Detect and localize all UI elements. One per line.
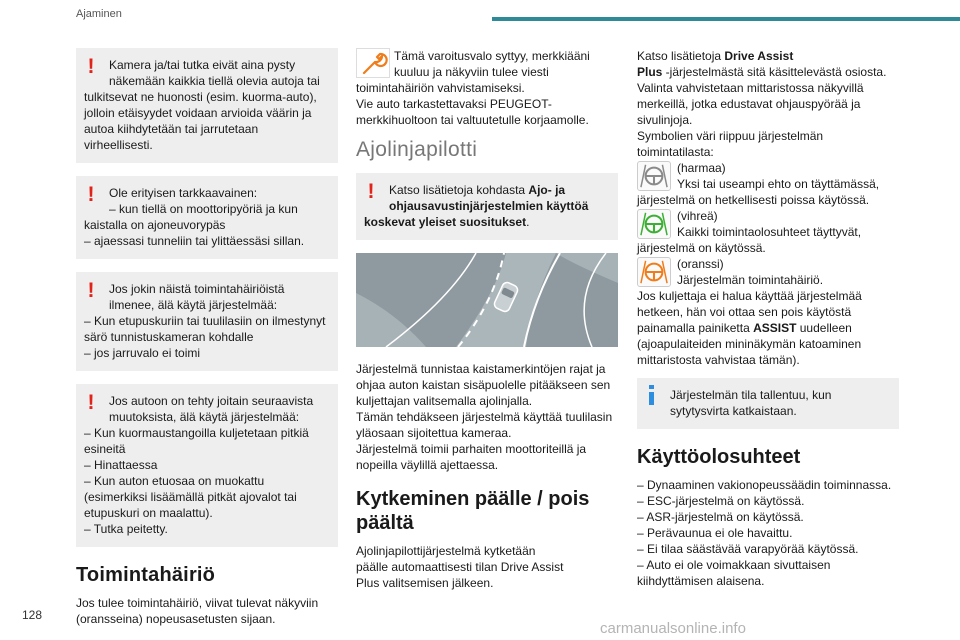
text-line: – Kun kuormaustangoilla kuljetetaan pitkiä xyxy=(84,426,309,440)
text-line: hetkeen, hän voi ottaa sen pois käytöstä xyxy=(637,305,852,319)
heading-lane-pilot: Ajolinjapilotti xyxy=(356,138,478,161)
text-line: Plus valitsemisen jälkeen. xyxy=(356,576,494,590)
text-line: järjestelmä on käytössä. xyxy=(637,241,766,255)
text-span: -järjestelmästä sitä käsittelevästä osiosta. xyxy=(662,65,887,79)
text-line: nopeilla väylillä ajettaessa. xyxy=(356,458,499,472)
text-line: autoa kiihdytetään tai jarrutetaan xyxy=(84,122,259,136)
steering-lane-icon-green xyxy=(637,209,671,239)
text-line: jolloin etäisyydet voidaan arvioida väärin ja xyxy=(84,106,312,120)
text-line: muutoksista, älä käytä järjestelmää: xyxy=(109,410,300,424)
steering-lane-icon-orange xyxy=(637,257,671,287)
text-line: – Tutka peitetty. xyxy=(84,522,168,536)
text-line: – jos jarruvalo ei toimi xyxy=(84,346,201,360)
text-line: esineitä xyxy=(84,442,126,456)
bold-link-text: Ajo- ja xyxy=(528,183,566,197)
watermark: carmanualsonline.info xyxy=(600,620,746,637)
state-green xyxy=(637,208,899,256)
bold-link-text: ohjausavustinjärjestelmien käyttöä xyxy=(389,199,589,213)
text-line: (oranssi) xyxy=(677,257,724,271)
text-line: – kun tiellä on moottoripyöriä ja kun xyxy=(109,202,298,216)
text-line: Järjestelmä toimii parhaiten moottoriteillä ja xyxy=(356,442,587,456)
text-line: merkeillä, jotka edustavat ohjauspyörää ja xyxy=(637,97,861,111)
list-item: – Auto ei ole voimakkaan sivuttaisen xyxy=(637,558,831,572)
text-line: (vihreä) xyxy=(677,209,718,223)
lane-guidance-illustration xyxy=(356,253,618,347)
heading-operating-conditions: Käyttöolosuhteet xyxy=(637,446,801,468)
text-line: kuuluu ja näkyviin tulee viesti xyxy=(394,65,549,79)
warning-icon: ! xyxy=(87,279,95,302)
text-line: järjestelmä on hetkellisesti poissa käytössä. xyxy=(637,193,870,207)
heading-malfunction: Toimintahäiriö xyxy=(76,564,216,586)
warning-icon: ! xyxy=(367,180,375,203)
text-span: Katso lisätietoja kohdasta xyxy=(389,183,529,197)
heading-switch-on-off xyxy=(356,487,618,535)
text-line: (harmaa) xyxy=(677,161,726,175)
text-line: merkkihuoltoon tai valtuutetulle korjaamolle. xyxy=(356,113,589,127)
text-line: päälle automaattisesti tilan Drive Assist xyxy=(356,560,564,574)
state-grey xyxy=(637,160,899,208)
column-left xyxy=(76,48,338,627)
text-line: Jos tulee toimintahäiriö, viivat tulevat näkyviin xyxy=(76,596,319,610)
bold-link-text: koskevat yleiset suositukset xyxy=(364,215,527,229)
list-item: – ESC-järjestelmä on käytössä. xyxy=(637,494,805,508)
wrench-icon xyxy=(356,48,390,78)
text-line: (esimerkiksi lisäämällä pitkät ajovalot tai xyxy=(84,490,297,504)
text-line: etupuskuri on maalattu). xyxy=(84,506,213,520)
heading-line: Kytkeminen päälle / pois xyxy=(356,488,590,510)
text-line: toimintatilasta: xyxy=(637,145,714,159)
text-line: – Kun etupuskuriin tai tuulilasiin on ilmestynyt xyxy=(84,314,326,328)
warning-icon: ! xyxy=(87,55,95,78)
list-item: kiihdyttämisen alaisena. xyxy=(637,574,765,588)
text-line: Tämä varoitusvalo syttyy, merkkiääni xyxy=(394,49,590,63)
page-number: 128 xyxy=(22,608,43,622)
text-line: Symbolien väri riippuu järjestelmän xyxy=(637,129,824,143)
text-line: näkemään kaikkia tiellä olevia autoja tai xyxy=(109,74,320,88)
assist-button-name: ASSIST xyxy=(753,321,797,335)
text-line: Valinta vahvistetaan mittaristossa näkyvillä xyxy=(637,81,864,95)
text-line: kaistalla on ajoneuvorypäs xyxy=(84,218,226,232)
warning-box-modifications xyxy=(76,384,338,547)
text-line: Järjestelmän tila tallentuu, kun xyxy=(670,388,832,402)
text-line: – Hinattaessa xyxy=(84,458,158,472)
text-line: Ole erityisen tarkkaavainen: xyxy=(109,186,258,200)
warning-icon: ! xyxy=(87,391,95,414)
list-item: – Perävaunua ei ole havaittu. xyxy=(637,526,793,540)
text-line: (ajoapulaiteiden mininäkymän katoaminen xyxy=(637,337,862,351)
text-span: . xyxy=(526,215,530,229)
text-line: Kamera ja/tai tutka eivät aina pysty xyxy=(109,58,296,72)
text-line: särö tunnistuskameran kohdalle xyxy=(84,330,254,344)
steering-lane-icon-grey xyxy=(637,161,671,191)
list-item: – Dynaaminen vakionopeussäädin toiminnassa. xyxy=(637,478,892,492)
text-line: – ajaessasi tunneliin tai ylittäessäsi sillan. xyxy=(84,234,305,248)
list-item: – ASR-järjestelmä on käytössä. xyxy=(637,510,804,524)
state-orange xyxy=(637,256,899,288)
warning-box-camera xyxy=(76,48,338,163)
header-accent-bar xyxy=(492,17,960,21)
text-line: virheellisesti. xyxy=(84,138,153,152)
text-line: – Kun auton etuosaa on muokattu xyxy=(84,474,265,488)
warning-icon: ! xyxy=(87,183,95,206)
warning-box-malfunction xyxy=(76,272,338,371)
info-icon xyxy=(649,385,654,405)
text-span: painamalla painiketta xyxy=(637,321,754,335)
text-line: Yksi tai useampi ehto on täyttämässä, xyxy=(677,177,880,191)
text-line: Jos kuljettaja ei halua käyttää järjestelmää xyxy=(637,289,862,303)
text-line: Järjestelmä tunnistaa kaistamerkintöjen rajat ja xyxy=(356,362,606,376)
text-line: ilmenee, älä käytä järjestelmää: xyxy=(109,298,278,312)
text-line: yläosaan sijoitettua kameraa. xyxy=(356,426,512,440)
text-line: sytytysvirta katkaistaan. xyxy=(670,404,797,418)
text-line: Tämän tehdäkseen järjestelmä käyttää tuulilasin xyxy=(356,410,613,424)
text-line: sivulinjoja. xyxy=(637,113,693,127)
info-box-memory xyxy=(637,378,899,429)
section-header: Ajaminen xyxy=(76,8,122,20)
text-line: Kaikki toimintaolosuhteet täyttyvät, xyxy=(677,225,862,239)
heading-line: päältä xyxy=(356,512,414,534)
text-line: Vie auto tarkastettavaksi PEUGEOT- xyxy=(356,97,552,111)
text-line: tulkitsevat ne huonosti (esim. kuorma-auto), xyxy=(84,90,317,104)
text-line: (oransseina) nopeusasetusten sijaan. xyxy=(76,612,276,626)
warning-box-attention xyxy=(76,176,338,259)
warning-box-recommendations xyxy=(356,173,618,240)
text-line: Ajolinjapilottijärjestelmä kytketään xyxy=(356,544,536,558)
text-line: kuljettajan valitsemalla ajolinjalla. xyxy=(356,394,533,408)
bold-text: Plus xyxy=(637,65,663,79)
wrench-warning-block xyxy=(356,48,618,128)
list-item: – Ei tilaa säästävää varapyörää käytössä. xyxy=(637,542,859,556)
column-right xyxy=(637,48,899,589)
text-line: ohjaa auton kaistan sisäpuolelle pitääkseen sen xyxy=(356,378,611,392)
text-line: Järjestelmän toimintahäiriö. xyxy=(677,273,824,287)
text-line: Jos autoon on tehty joitain seuraavista xyxy=(109,394,314,408)
text-line: toimintahäiriön vahvistamiseksi. xyxy=(356,81,525,95)
text-span: Katso lisätietoja xyxy=(637,49,725,63)
text-line: Jos jokin näistä toimintahäiriöistä xyxy=(109,282,285,296)
text-span: uudelleen xyxy=(796,321,852,335)
text-line: mittaristosta vahvistaa tämän). xyxy=(637,353,800,367)
column-middle xyxy=(356,48,618,591)
bold-text: Drive Assist xyxy=(724,49,794,63)
